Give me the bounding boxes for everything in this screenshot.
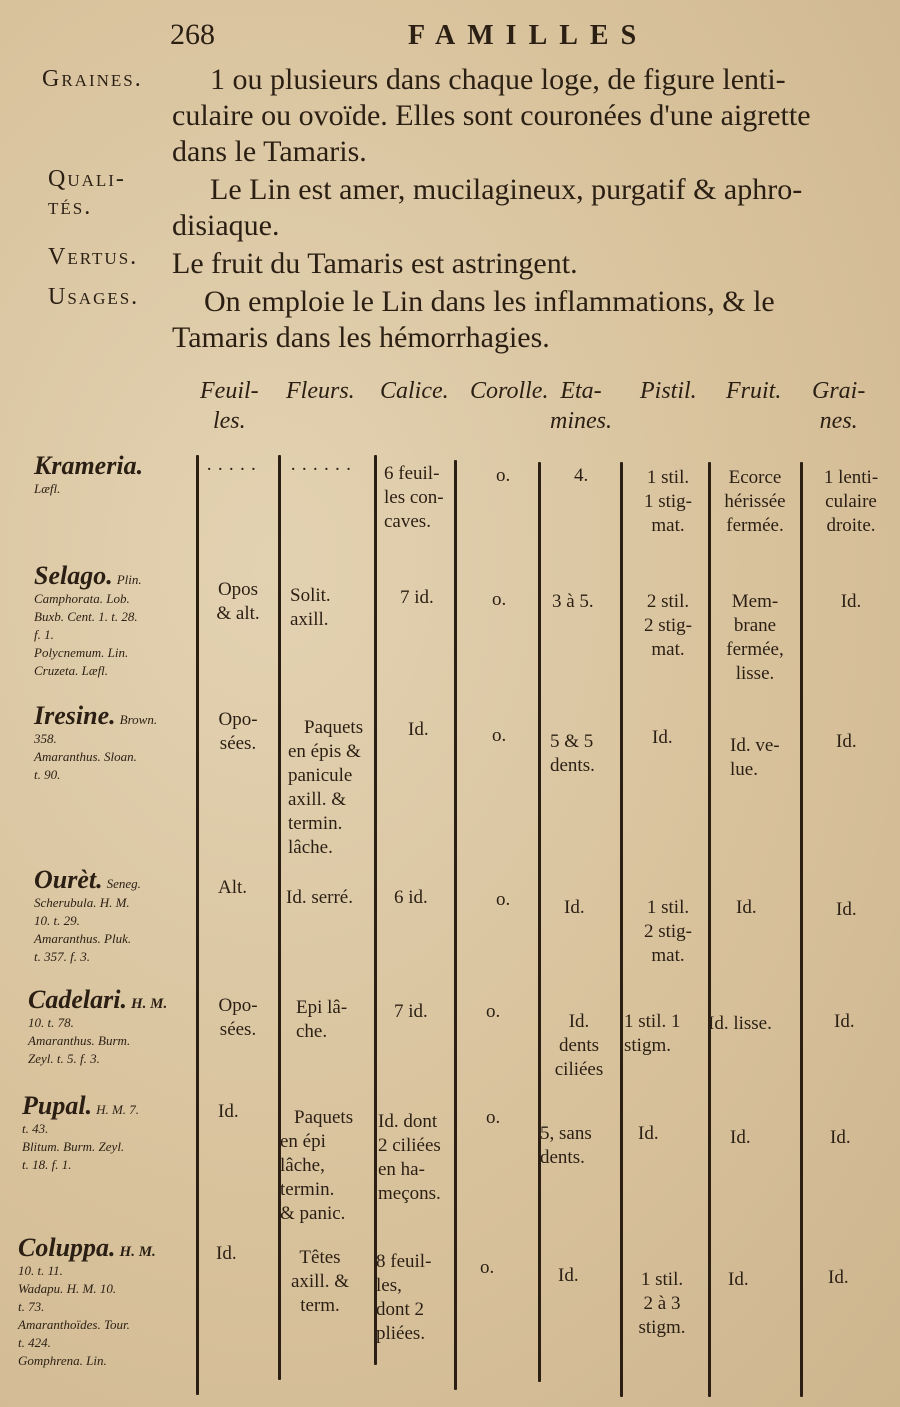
genus-reference: Plin. [116, 572, 142, 587]
cell-fleurs [290, 584, 331, 632]
cell-fleurs [280, 1106, 353, 1226]
cell-calice [378, 1110, 441, 1206]
cell-line: 8 feuil- [376, 1251, 432, 1272]
genus-name: Iresine. [34, 701, 116, 730]
genus-reference: t. 43. [22, 1121, 49, 1136]
cell-calice: 7 id. [400, 587, 434, 608]
vertus-line-1: Le fruit du Tamaris est astringent. [172, 247, 578, 280]
genus-reference: Amaranthus. Sloan. [34, 749, 137, 764]
cell-fruit [712, 590, 798, 686]
genus-reference: H. M. 7. [96, 1102, 140, 1117]
cell-line: Paquets [304, 717, 364, 738]
cell-line: dents. [540, 1147, 585, 1168]
colhead-line: Pistil. [640, 378, 697, 404]
qualites-line-1: Le Lin est amer, mucilagineux, purgatif & aphro- [210, 173, 803, 206]
label-qualites-1: Quali- [48, 166, 126, 192]
colhead-line: Fleurs. [286, 378, 355, 404]
graines-line-1: 1 ou plusieurs dans chaque loge, de figure lenti- [210, 63, 786, 96]
graines-line-2: culaire ou ovoïde. Elles sont couronées d'une aigrette [172, 99, 811, 132]
cell-line: 2 ciliées [378, 1135, 441, 1156]
usages-line-2: Tamaris dans les hémorrhagies. [172, 321, 550, 354]
cell-etamines [540, 1010, 618, 1082]
column-rule [538, 462, 541, 1382]
genus-reference: 10. t. 29. [34, 913, 80, 928]
cell-feuilles [200, 578, 276, 626]
cell-line: les con- [384, 487, 444, 508]
genus-reference: t. 18. f. 1. [22, 1157, 72, 1172]
genus-name: Coluppa. [18, 1233, 116, 1262]
cell-line: Opo- [218, 995, 258, 1016]
running-title: FAMILLES [408, 20, 649, 51]
genus-line [28, 986, 167, 1014]
genus-reference: Wadapu. H. M. 10. [18, 1281, 117, 1296]
cell-line: 1 stil. [646, 467, 690, 488]
genus-reference: Seneg. [106, 876, 141, 891]
genus-reference: H. M. [119, 1244, 156, 1260]
colhead-graines [812, 376, 865, 436]
column-rule [374, 455, 377, 1365]
cell-line: 5, sans [540, 1123, 592, 1144]
colhead-fleurs [286, 376, 355, 406]
cell-feuilles: · · · · · [206, 459, 257, 480]
cell-line: fermée, [726, 639, 784, 660]
genus-name: Krameria. [34, 451, 144, 480]
cell-line: termin. [288, 813, 343, 834]
cell-graines: Id. [828, 1267, 849, 1288]
cell-line: Paquets [294, 1107, 354, 1128]
colhead-line: Corolle. [470, 378, 549, 404]
cell-feuilles [200, 708, 276, 756]
cell-line: lâche. [288, 837, 333, 858]
cell-line: Id. ve- [730, 735, 780, 756]
cell-feuilles [200, 994, 276, 1042]
column-rule [800, 462, 803, 1397]
label-usages: Usages. [48, 284, 140, 310]
cell-fleurs [274, 1246, 366, 1318]
cell-line: Solit. [290, 585, 331, 606]
cell-line: lisse. [735, 663, 775, 684]
cell-etamines: 3 à 5. [552, 591, 594, 612]
table-row-genus [34, 562, 142, 680]
cell-corolle: o. [480, 1257, 495, 1278]
cell-line: stigm. [624, 1035, 671, 1056]
genus-line [34, 866, 141, 894]
genus-name: Pupal. [22, 1091, 93, 1120]
cell-line: dents. [550, 755, 595, 776]
cell-pistil [630, 590, 706, 662]
cell-line: 1 lenti- [823, 467, 879, 488]
genus-reference: Polycnemum. Lin. [34, 645, 129, 660]
cell-fruit: Id. [736, 897, 757, 918]
column-rule [620, 462, 623, 1397]
cell-graines [808, 466, 894, 538]
table-row-genus [34, 452, 143, 498]
cell-line: mat. [651, 515, 685, 536]
genus-reference: H. M. [130, 996, 168, 1012]
colhead-pistil [640, 376, 697, 406]
cell-line: mat. [651, 639, 685, 660]
colhead-corolle [470, 376, 548, 406]
cell-pistil: Id. [638, 1123, 659, 1144]
cell-line: & alt. [216, 603, 260, 624]
cell-fleurs [288, 716, 363, 860]
cell-pistil [624, 1010, 680, 1058]
cell-fruit: Id. [728, 1269, 749, 1290]
column-rule [278, 455, 281, 1380]
cell-etamines: Id. [558, 1265, 579, 1286]
colhead-line: Calice. [380, 378, 449, 404]
cell-line: 5 & 5 [550, 731, 594, 752]
cell-line: 2 stil. [646, 591, 690, 612]
cell-graines: Id. [840, 591, 862, 612]
cell-line: les, [376, 1275, 402, 1296]
cell-line: axill. & [290, 1271, 350, 1292]
genus-reference: t. 357. f. 3. [34, 949, 90, 964]
cell-line: Epi lâ- [296, 997, 348, 1018]
genus-reference: t. 90. [34, 767, 61, 782]
cell-line: 2 à 3 [643, 1293, 681, 1314]
cell-calice: 6 id. [394, 887, 428, 908]
cell-graines: Id. [834, 1011, 855, 1032]
label-graines: Graines. [42, 66, 143, 92]
colhead-line: nes. [819, 408, 858, 434]
cell-pistil: Id. [652, 727, 673, 748]
cell-line: Opo- [218, 709, 258, 730]
qualites-line-2: disiaque. [172, 209, 280, 242]
table-row-genus [34, 702, 157, 784]
genus-reference: 10. t. 11. [18, 1263, 63, 1278]
colhead-line: Feuil- [200, 378, 259, 404]
cell-fruit: Id. lisse. [708, 1013, 772, 1034]
genus-reference: f. 1. [34, 627, 54, 642]
cell-line: axill. [290, 609, 329, 630]
genus-line [34, 702, 157, 730]
colhead-line: mines. [550, 408, 612, 434]
cell-feuilles: Alt. [218, 877, 248, 898]
cell-line: Têtes [299, 1247, 341, 1268]
cell-line: 1 stig- [643, 491, 693, 512]
genus-name: Ourèt. [34, 865, 103, 894]
genus-reference: 10. t. 78. [28, 1015, 74, 1030]
cell-fruit [712, 466, 798, 538]
label-vertus: Vertus. [48, 244, 139, 270]
cell-line: che. [296, 1021, 328, 1042]
colhead-line: Grai- [812, 378, 866, 404]
genus-name: Selago. [34, 561, 113, 590]
genus-reference: Amaranthoïdes. Tour. [18, 1317, 130, 1332]
cell-line: dont 2 [376, 1299, 425, 1320]
cell-etamines [550, 730, 595, 778]
cell-line: en épis & [288, 741, 361, 762]
cell-line: culaire [825, 491, 877, 512]
label-qualites-2: tés. [48, 194, 93, 220]
cell-fleurs: Id. serré. [286, 887, 353, 908]
cell-line: ciliées [554, 1059, 604, 1080]
cell-graines: Id. [836, 731, 857, 752]
table-row-genus [34, 866, 141, 966]
cell-etamines: Id. [564, 897, 585, 918]
cell-line: fermée. [726, 515, 784, 536]
cell-line: droite. [826, 515, 876, 536]
cell-line: en ha- [378, 1159, 425, 1180]
cell-line: dents [558, 1035, 600, 1056]
cell-line: Id. dont [378, 1111, 438, 1132]
cell-line: 6 feuil- [384, 463, 440, 484]
cell-line: caves. [384, 511, 431, 532]
genus-reference: Læfl. [34, 481, 61, 496]
cell-fleurs: · · · · · · [290, 459, 352, 480]
cell-line: 1 stil. [640, 1269, 684, 1290]
cell-line: hérissée [724, 491, 786, 512]
cell-line: panicule [288, 765, 353, 786]
cell-line: 1 stil. [646, 897, 690, 918]
cell-line: term. [300, 1295, 340, 1316]
colhead-line: les. [212, 408, 246, 434]
cell-line: meçons. [378, 1183, 441, 1204]
genus-reference: t. 73. [18, 1299, 45, 1314]
column-rule [708, 462, 711, 1397]
cell-line: 1 stil. 1 [624, 1011, 681, 1032]
cell-fruit [730, 734, 780, 782]
colhead-line: Eta- [560, 378, 602, 404]
cell-pistil [630, 466, 706, 538]
cell-line: Opos [217, 579, 259, 600]
cell-calice [384, 462, 444, 534]
colhead-feuilles [200, 376, 259, 436]
colhead-line: Fruit. [726, 378, 782, 404]
cell-line: termin. [280, 1179, 335, 1200]
cell-line: brane [733, 615, 777, 636]
cell-feuilles: Id. [216, 1243, 237, 1264]
cell-line: & panic. [280, 1203, 346, 1224]
genus-reference: Buxb. Cent. 1. t. 28. [34, 609, 138, 624]
cell-line: mat. [651, 945, 685, 966]
genus-reference: Camphorata. Lob. [34, 591, 130, 606]
genus-reference: Blitum. Burm. Zeyl. [22, 1139, 125, 1154]
cell-line: 2 stig- [643, 615, 693, 636]
genus-reference: Gomphrena. Lin. [18, 1353, 107, 1368]
genus-reference: 358. [34, 731, 57, 746]
cell-line: stigm. [638, 1317, 686, 1338]
genus-line [18, 1234, 156, 1262]
cell-calice: 7 id. [394, 1001, 428, 1022]
genus-reference: Cruzeta. Læfl. [34, 663, 109, 678]
cell-corolle: o. [486, 1107, 501, 1128]
cell-corolle: o. [496, 889, 511, 910]
usages-line-1: On emploie le Lin dans les inflammations, & le [204, 285, 775, 318]
colhead-fruit [726, 376, 781, 406]
graines-line-3: dans le Tamaris. [172, 135, 367, 168]
cell-calice: Id. [408, 719, 429, 740]
cell-line: 2 stig- [643, 921, 693, 942]
genus-reference: Scherubula. H. M. [34, 895, 130, 910]
cell-fleurs [296, 996, 347, 1044]
cell-corolle: o. [492, 725, 507, 746]
cell-fruit: Id. [730, 1127, 751, 1148]
genus-line [22, 1092, 139, 1120]
genus-reference: t. 424. [18, 1335, 51, 1350]
table-row-genus [28, 986, 167, 1068]
cell-line: Ecorce [728, 467, 782, 488]
column-rule [454, 460, 457, 1390]
table-row-genus [22, 1092, 139, 1174]
genus-line [34, 562, 142, 590]
column-rule [196, 455, 199, 1395]
genus-name: Cadelari. [28, 985, 127, 1014]
cell-calice [376, 1250, 431, 1346]
cell-line: Mem- [731, 591, 779, 612]
genus-reference: Amaranthus. Pluk. [34, 931, 132, 946]
cell-line: lue. [730, 759, 758, 780]
cell-graines: Id. [830, 1127, 851, 1148]
colhead-calice [380, 376, 449, 406]
cell-graines: Id. [836, 899, 857, 920]
genus-reference: Brown. [119, 712, 158, 727]
cell-line: sées. [219, 1019, 257, 1040]
page-number: 268 [170, 18, 215, 51]
cell-line: axill. & [288, 789, 347, 810]
cell-etamines [540, 1122, 592, 1170]
cell-corolle: o. [492, 589, 507, 610]
colhead-etamines [550, 376, 612, 436]
cell-line: sées. [219, 733, 257, 754]
cell-line: lâche, [280, 1155, 325, 1176]
cell-line: Id. [568, 1011, 590, 1032]
genus-reference: Amaranthus. Burm. [28, 1033, 131, 1048]
cell-line: en épi [280, 1131, 326, 1152]
cell-feuilles: Id. [218, 1101, 239, 1122]
cell-pistil [624, 1268, 700, 1340]
cell-corolle: o. [496, 465, 511, 486]
table-row-genus [18, 1234, 156, 1370]
cell-corolle: o. [486, 1001, 501, 1022]
genus-reference: Zeyl. t. 5. f. 3. [28, 1051, 100, 1066]
cell-pistil [630, 896, 706, 968]
cell-line: pliées. [376, 1323, 426, 1344]
cell-etamines: 4. [574, 465, 589, 486]
